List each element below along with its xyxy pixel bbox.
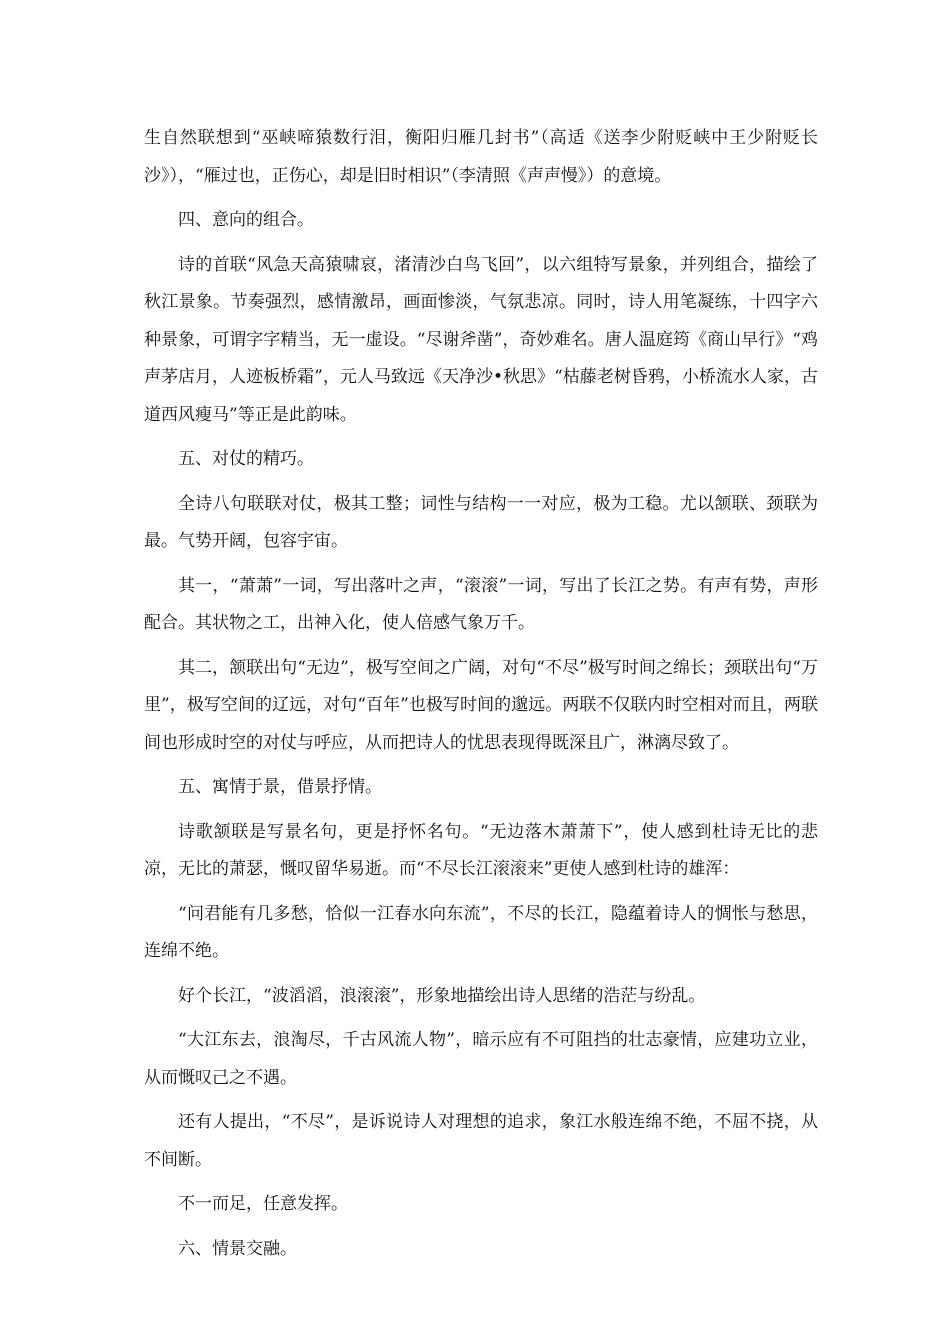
paragraph-endless-pursuit: 还有人提出，“不尽”，是诉说诗人对理想的追求，象江水般连绵不绝，不屈不挠，从不间断。: [144, 1112, 818, 1170]
paragraph-quote-spring-river: “问君能有几多愁，恰似一江春水向东流”，不尽的长江，隐蕴着诗人的惆怅与愁思，连绵不绝。: [144, 903, 818, 961]
paragraph-waves: 好个长江，“波滔滔，浪滚滚”，形象地描绘出诗人思绪的浩茫与纷乱。: [178, 985, 706, 1006]
paragraph-antithesis: 全诗八句联联对仗，极其工整；词性与结构一一对应，极为工稳。尤以颔联、颈联为最。气势开阔，包容宇宙。: [144, 493, 818, 551]
document-page: [144, 120, 818, 1275]
paragraph-free-play: 不一而足，任意发挥。: [178, 1194, 348, 1214]
paragraph-quote-great-river: “大江东去，浪淘尽，千古风流人物”，暗示应有不可阻挡的壮志豪情，应建功立业，从而慨叹己之不遇。: [144, 1030, 818, 1088]
paragraph-first-point: 其一，“萧萧”一词，写出落叶之声，“滚滚”一词，写出了长江之势。有声有势，声形配合。其状物之工，出神入化，使人倍感气象万千。: [144, 575, 818, 633]
section-heading-6: 六、情景交融。: [178, 1238, 297, 1259]
paragraph-scenery: 诗歌颔联是写景名句，更是抒怀名句。“无边落木萧萧下”，使人感到杜诗无比的悲凉，无比的萧瑟，慨叹留华易逝。而“不尽长江滚滚来”更使人感到杜诗的雄浑：: [144, 821, 818, 879]
section-heading-5a: 五、对仗的精巧。: [178, 449, 314, 469]
paragraph-second-point: 其二，颔联出句“无边”，极写空间之广阔，对句“不尽”极写时间之绵长；颈联出句“万里”，极写空间的辽远，对句“百年”也极写时间的邈远。两联不仅联内时空相对而且，两联间也形成时空的对仗与呼应，从而把诗人的忧思表现得既深且广，淋漓尽致了。: [144, 657, 818, 753]
section-heading-5b: 五、寓情于景，借景抒情。: [178, 777, 382, 797]
section-heading-4: 四、意向的组合。: [178, 210, 314, 230]
paragraph-imagery: 诗的首联“风急天高猿啸哀，渚清沙白鸟飞回”，以六组特写景象，并列组合，描绘了秋江景象。节奏强烈，感情激昂，画面惨淡，气氛悲凉。同时，诗人用笔凝练，十四字六种景象，可谓字字精当，无一虚设。“尽谢斧凿”，奇妙难名。唐人温庭筠《商山早行》“鸡声茅店月，人迹板桥霜”，元人马致远《天净沙•秋思》“枯藤老树昏鸦，小桥流水人家，古道西风瘦马”等正是此韵味。: [144, 254, 818, 425]
paragraph-continuation: 生自然联想到“巫峡啼猿数行泪，衡阳归雁几封书”（高适《送李少附贬峡中王少附贬长沙》），“雁过也，正伤心，却是旧时相识”（李清照《声声慢》）的意境。: [144, 128, 818, 186]
